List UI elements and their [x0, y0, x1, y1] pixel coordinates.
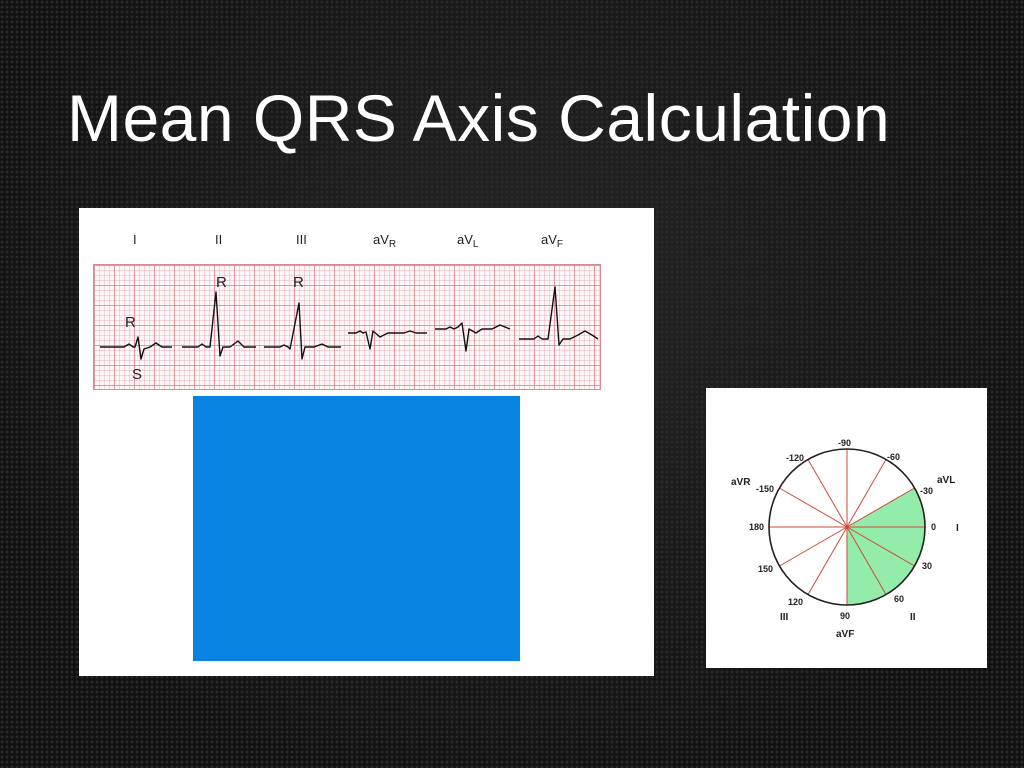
lead-subscript-l: L	[472, 239, 479, 250]
deg-label-150: 150	[758, 564, 774, 574]
axis-spoke	[808, 527, 847, 595]
lead-label-avr: $aV_R$	[373, 232, 397, 250]
wave-label-s-lead-i: S	[132, 366, 143, 383]
lead-label-avl-axis: aVL	[937, 475, 956, 486]
deg-label-neg120: -120	[786, 453, 805, 463]
ecg-strip	[93, 264, 601, 390]
lead-label-ii: II	[215, 232, 223, 247]
hexaxial-panel	[706, 388, 987, 668]
deg-label-neg90: -90	[838, 438, 852, 448]
wave-label-r-lead-iii: R	[293, 274, 304, 291]
slide-title: Mean QRS Axis Calculation	[67, 81, 891, 155]
trace-lead-i	[100, 337, 172, 359]
trace-lead-avr	[348, 331, 427, 349]
lead-label-iii-axis: III	[780, 612, 789, 623]
lead-label-avr-axis: aVR	[731, 477, 751, 488]
deg-label-neg60: -60	[887, 452, 901, 462]
hexaxial-diagram	[706, 388, 987, 668]
lead-label-iii: III	[296, 232, 307, 247]
deg-label-30: 30	[922, 561, 933, 571]
lead-label-i-axis: I	[956, 523, 959, 534]
deg-label-0: 0	[931, 522, 937, 532]
trace-lead-avf	[519, 287, 598, 345]
deg-label-120: 120	[788, 597, 804, 607]
lead-subscript-r: R	[388, 239, 397, 250]
axis-spoke	[779, 488, 847, 527]
lead-label-ii-axis: II	[910, 612, 916, 623]
deg-label-180: 180	[749, 522, 765, 532]
deg-label-neg150: -150	[756, 484, 775, 494]
axis-spoke	[779, 527, 847, 566]
lead-label-i: I	[133, 232, 137, 247]
deg-label-neg30: -30	[920, 486, 934, 496]
trace-lead-iii	[264, 303, 341, 359]
blue-box	[193, 396, 520, 661]
ecg-panel	[79, 208, 654, 676]
lead-label-avf-axis: aVF	[836, 629, 855, 640]
wave-label-r-lead-ii: R	[216, 274, 227, 291]
ecg-traces	[94, 265, 602, 391]
trace-lead-avl	[435, 323, 510, 351]
lead-label-avl: $aV_L$	[457, 232, 479, 250]
deg-label-60: 60	[894, 594, 905, 604]
lead-label-avf: $aV_F$	[541, 232, 564, 250]
axis-spoke	[808, 459, 847, 527]
wave-label-r-lead-i: R	[125, 314, 136, 331]
deg-label-90: 90	[840, 611, 851, 621]
trace-lead-ii	[182, 292, 256, 356]
lead-subscript-f: F	[556, 239, 564, 250]
